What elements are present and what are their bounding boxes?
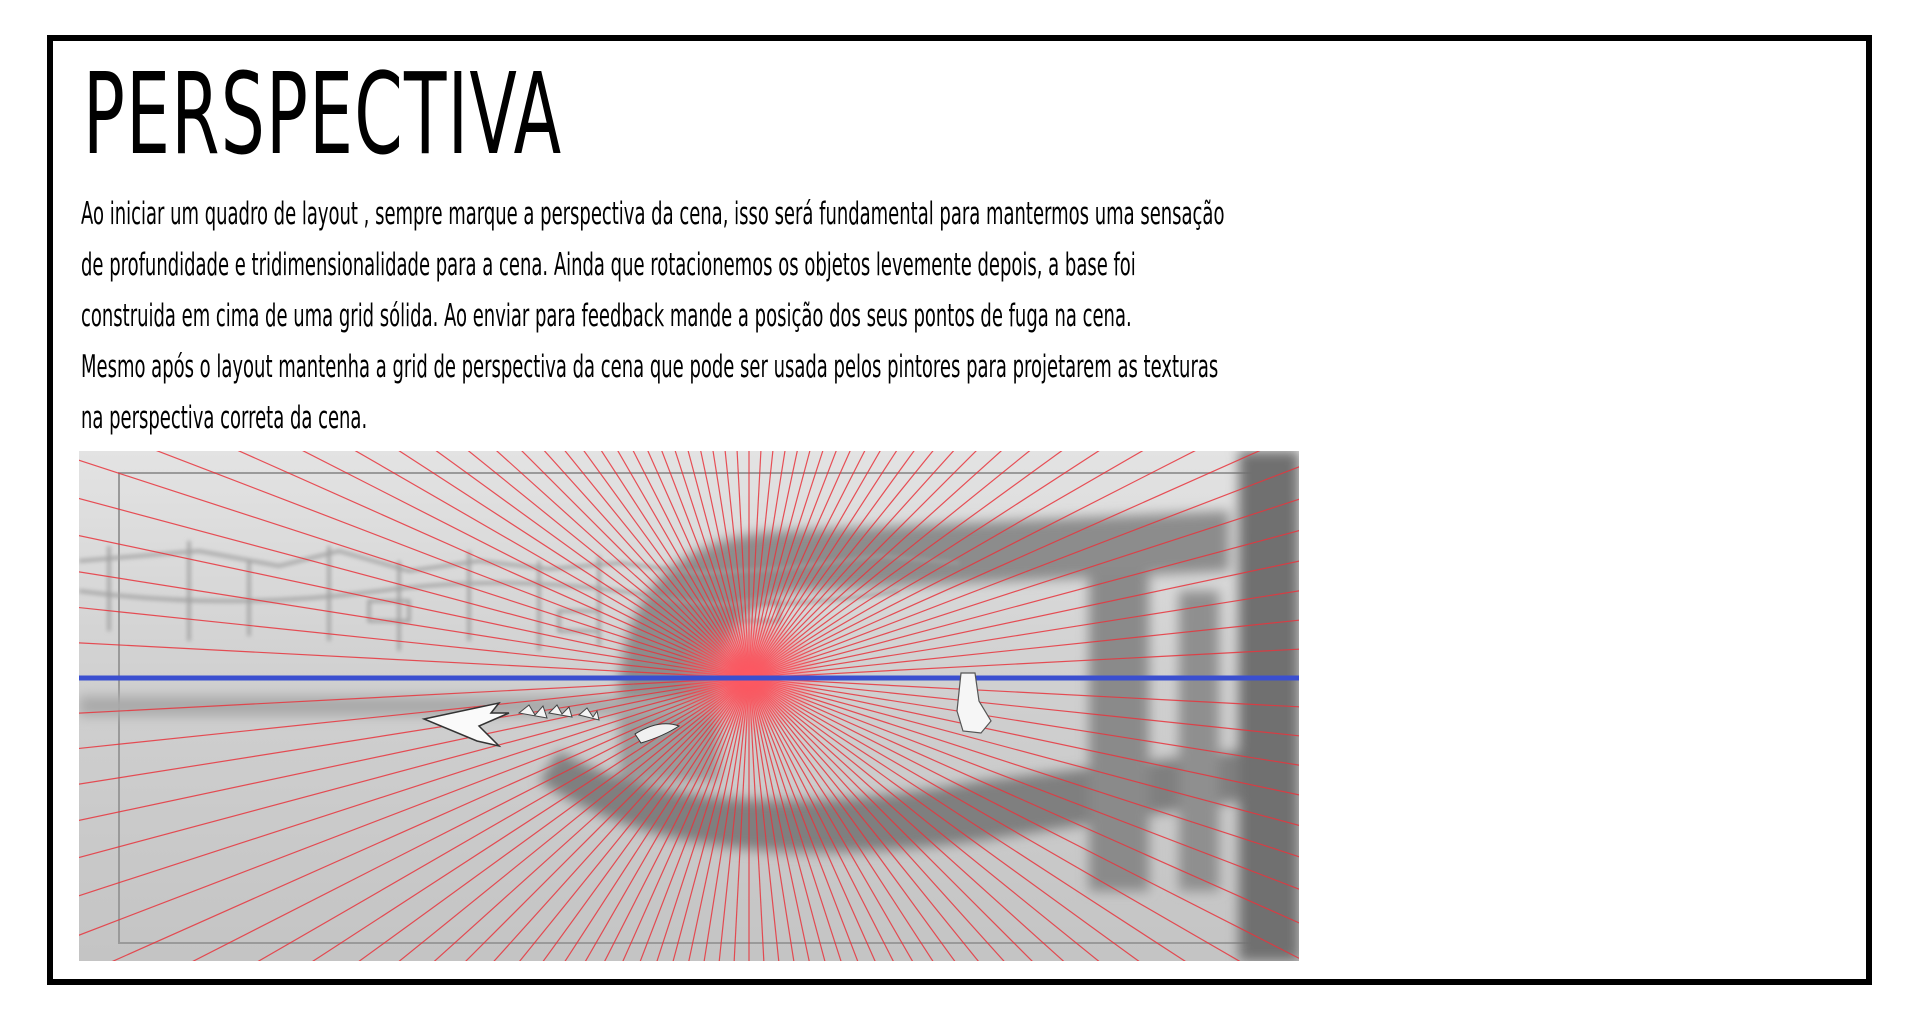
- page-title: PERSPECTIVA: [83, 50, 563, 180]
- perspective-illustration: [79, 451, 1299, 961]
- paragraph-line: de profundidade e tridimensionalidade para a cena. Ainda que rotacionemos os objetos levemente depois, a base foi: [81, 247, 1136, 283]
- ground-strip: [79, 696, 719, 716]
- paragraph-line: construida em cima de uma grid sólida. Ao enviar para feedback mande a posição dos seus pontos de fuga na cena.: [81, 298, 1132, 334]
- paragraph-line: Ao iniciar um quadro de layout , sempre marque a perspectiva da cena, isso será fundamental para mantermos uma sensação: [81, 196, 1225, 232]
- paragraph-line: Mesmo após o layout mantenha a grid de perspectiva da cena que pode ser usada pelos pintores para projetarem as texturas: [81, 349, 1219, 385]
- description-paragraph: [81, 189, 1751, 444]
- paragraph-line: na perspectiva correta da cena.: [81, 400, 368, 436]
- perspective-grid-drawing: [79, 451, 1299, 961]
- document-frame: [47, 35, 1872, 985]
